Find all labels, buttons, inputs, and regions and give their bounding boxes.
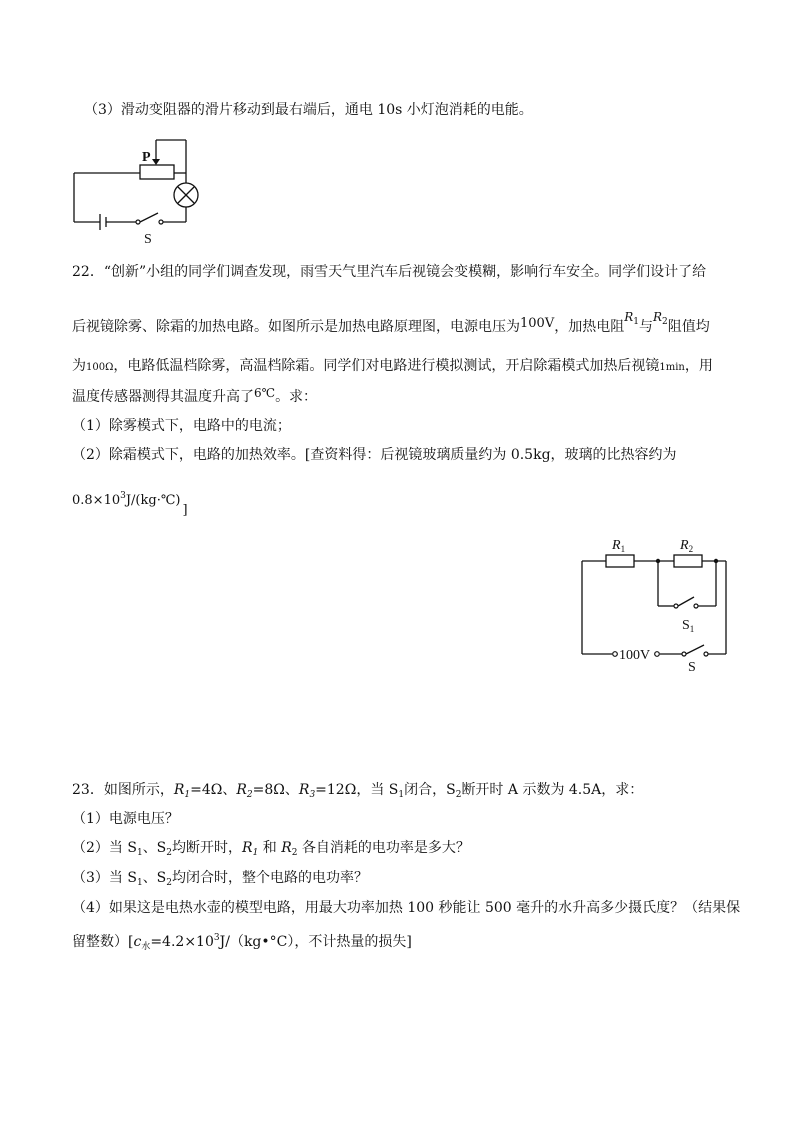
q21-slider-arrow (152, 159, 160, 165)
q23-part4: （4）如果这是电热水壶的模型电路，用最大功率加热 100 秒能让 500 毫升的水升高多少摄氏度？（结果保 (72, 900, 741, 916)
q23-part3: （3）当 $S_1$、$S_2$均闭合时，整个电路的电功率？ (72, 870, 369, 888)
q22-source-label: 100V (619, 648, 651, 663)
q22-line3: 为100Ω，电路低温档除雾，高温档除霜。同学们对电路进行模拟测试，开启除霜模式加热后视镜1min，用 (72, 358, 713, 374)
q22-temp: 6℃ (254, 386, 276, 400)
q21-switch-contact (136, 220, 140, 224)
q22-line2: 后视镜除雾、除霜的加热电路。如图所示是加热电路原理图，电源电压为100V，加热电阻$R_1$与$R_2$阻值均 (72, 310, 710, 335)
q22-r1-label: $R_1$ (612, 538, 626, 554)
q23-part4-line2: 留整数）[$c_水=4.2\times 10^3J/(kg•^\circ C)$，不计热量的损失] (72, 933, 412, 952)
q22-junction-node (656, 559, 660, 563)
q22-part2: （2）除霜模式下，电路的加热效率。[查资料得：后视镜玻璃质量约为 0.5kg，玻璃的比热容约为 (72, 447, 677, 463)
q21-circuit-diagram (68, 145, 208, 245)
q23-part2: （2）当 $S_1$、$S_2$均断开时，$R_1$ 和 $R_2$ 各自消耗的电功率是多大？ (72, 840, 470, 858)
q22-circuit-diagram (578, 535, 738, 675)
q21-slider-label: P (142, 150, 151, 165)
q22-resistance: 100Ω (86, 362, 114, 373)
q22-line4: 温度传感器测得其温度升高了6℃。求： (72, 386, 318, 405)
q23-part1: （1）电源电压？ (72, 811, 179, 827)
q22-specific-heat: $0.8\times 10^3J/(kg\cdot℃)$] (72, 491, 188, 518)
q22-voltage: 100V (520, 316, 555, 331)
q22-switch-label: S (688, 660, 696, 675)
q21-part3: （3）滑动变阻器的滑片移动到最右端后，通电 10s 小灯泡消耗的电能。 (84, 102, 533, 118)
q23-line1: 23．如图所示，$R_1=4\Omega$、$R_2=8\Omega$、$R_3=12\Omega$，当 $S_1$闭合，$S_2$断开时 A 示数为 4.5A，求： (72, 782, 644, 800)
q22-part1: （1）除雾模式下，电路中的电流； (72, 418, 291, 434)
q22-r2-label: $R_2$ (680, 538, 694, 554)
q22-time: 1min (659, 362, 685, 373)
q22-s1-label: $S_1$ (682, 618, 695, 634)
q21-switch-label: S (144, 232, 152, 247)
q22-line1: 22．“创新”小组的同学们调查发现，雨雪天气里汽车后视镜会变模糊，影响行车安全。同学们设计了给 (72, 264, 707, 280)
